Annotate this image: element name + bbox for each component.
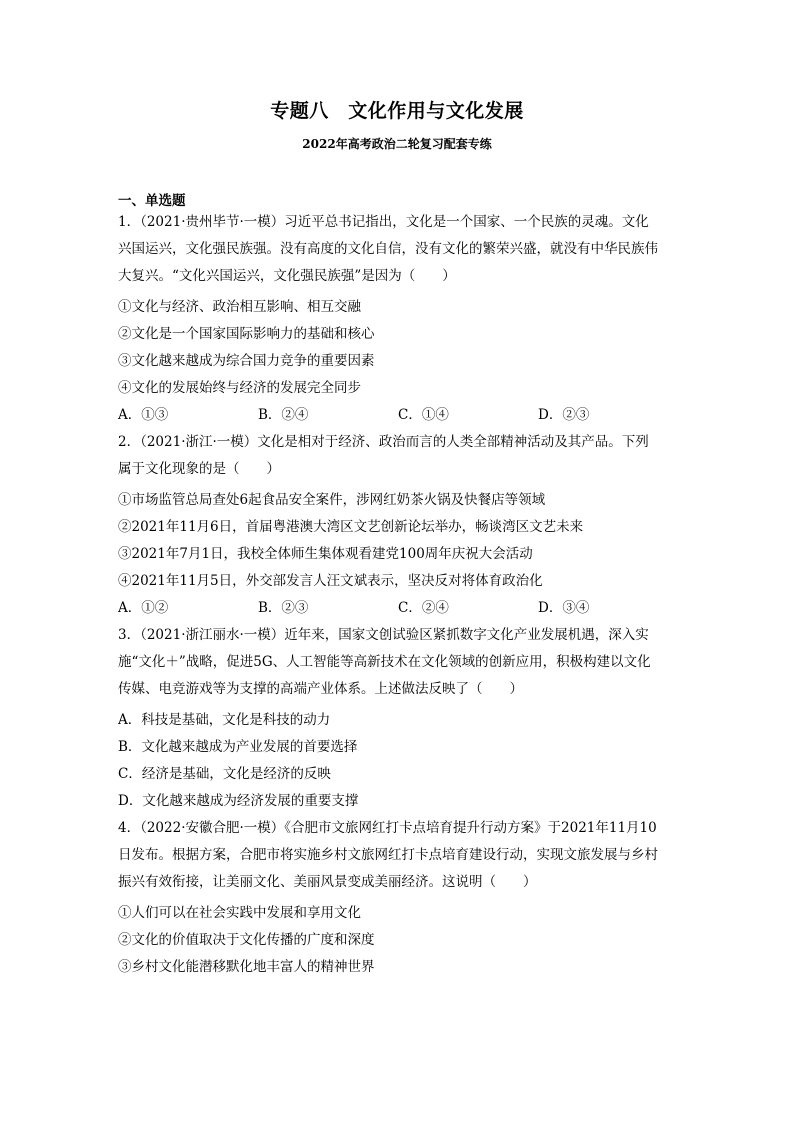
option-d: D．③④ xyxy=(538,600,590,616)
option-b: B．文化越来越成为产业发展的首要选择 xyxy=(118,739,358,755)
question-stem-line: 振兴有效衔接，让美丽文化、美丽风景变成美丽经济。这说明（ ） xyxy=(118,874,537,890)
statement: ②文化的价值取决于文化传播的广度和深度 xyxy=(118,932,375,948)
statement: ③乡村文化能潜移默化地丰富人的精神世界 xyxy=(118,959,375,975)
option-c: C．②④ xyxy=(398,600,449,616)
statement: ③2021年7月1日，我校全体师生集体观看建党100周年庆祝大会活动 xyxy=(118,546,533,562)
statement: ①人们可以在社会实践中发展和享用文化 xyxy=(118,905,361,921)
option-c: C．经济是基础，文化是经济的反映 xyxy=(118,766,331,782)
statement: ④文化的发展始终与经济的发展完全同步 xyxy=(118,380,361,396)
answer-options xyxy=(118,595,678,622)
document-subtitle: 2022年高考政治二轮复习配套专练 xyxy=(302,137,492,151)
question-stem-line: 属于文化现象的是（ ） xyxy=(118,461,280,477)
question-stem-line: 2．（2021·浙江·一模）文化是相对于经济、政治而言的人类全部精神活动及其产品。下列 xyxy=(118,434,649,450)
section-heading: 一、单选题 xyxy=(118,193,186,209)
option-b: B．②③ xyxy=(258,600,309,616)
option-b: B．②④ xyxy=(258,407,309,423)
option-d: D．②③ xyxy=(538,407,590,423)
statement: ④2021年11月5日，外交部发言人汪文斌表示，坚决反对将体育政治化 xyxy=(118,573,543,589)
question-1 xyxy=(118,209,678,429)
answer-options xyxy=(118,402,678,429)
statement: ①市场监管总局查处6起食品安全案件，涉网红奶茶火锅及快餐店等领域 xyxy=(118,492,546,508)
option-a: A．①③ xyxy=(118,407,169,423)
question-4 xyxy=(118,815,678,981)
question-stem-line: 日发布。根据方案，合肥市将实施乡村文旅网红打卡点培育建设行动，实现文旅发展与乡村 xyxy=(118,847,658,863)
question-stem-line: 传媒、电竞游戏等为支撑的高端产业体系。上述做法反映了（ ） xyxy=(118,681,523,697)
document-title: 专题八 文化作用与文化发展 xyxy=(270,100,524,122)
question-stem-line: 兴国运兴，文化强民族强。没有高度的文化自信，没有文化的繁荣兴盛，就没有中华民族伟 xyxy=(118,241,658,257)
question-stem-line: 施“文化＋”战略，促进5G、人工智能等高新技术在文化领域的创新应用，积极构建以文化 xyxy=(118,654,651,670)
question-list xyxy=(118,209,678,981)
question-stem-line: 3．（2021·浙江丽水·一模）近年来，国家文创试验区紧抓数字文化产业发展机遇，深入实 xyxy=(118,627,649,643)
question-3 xyxy=(118,622,678,815)
option-a: A．科技是基础，文化是科技的动力 xyxy=(118,712,331,728)
question-stem-line: 4．（2022·安徽合肥·一模）《合肥市文旅网红打卡点培育提升行动方案》于2021年11月10 xyxy=(118,820,657,836)
option-c: C．①④ xyxy=(398,407,449,423)
statement: ②2021年11月6日，首届粤港澳大湾区文艺创新论坛举办，畅谈湾区文艺未来 xyxy=(118,519,584,535)
statement: ③文化越来越成为综合国力竞争的重要因素 xyxy=(118,353,375,369)
question-2 xyxy=(118,429,678,622)
statement: ②文化是一个国家国际影响力的基础和核心 xyxy=(118,326,375,342)
statement: ①文化与经济、政治相互影响、相互交融 xyxy=(118,299,361,315)
question-stem-line: 大复兴。“文化兴国运兴，文化强民族强”是因为（ ） xyxy=(118,268,456,284)
option-a: A．①② xyxy=(118,600,169,616)
option-d: D．文化越来越成为经济发展的重要支撑 xyxy=(118,793,359,809)
question-stem-line: 1．（2021·贵州毕节·一模）习近平总书记指出，文化是一个国家、一个民族的灵魂。文化 xyxy=(118,214,649,230)
